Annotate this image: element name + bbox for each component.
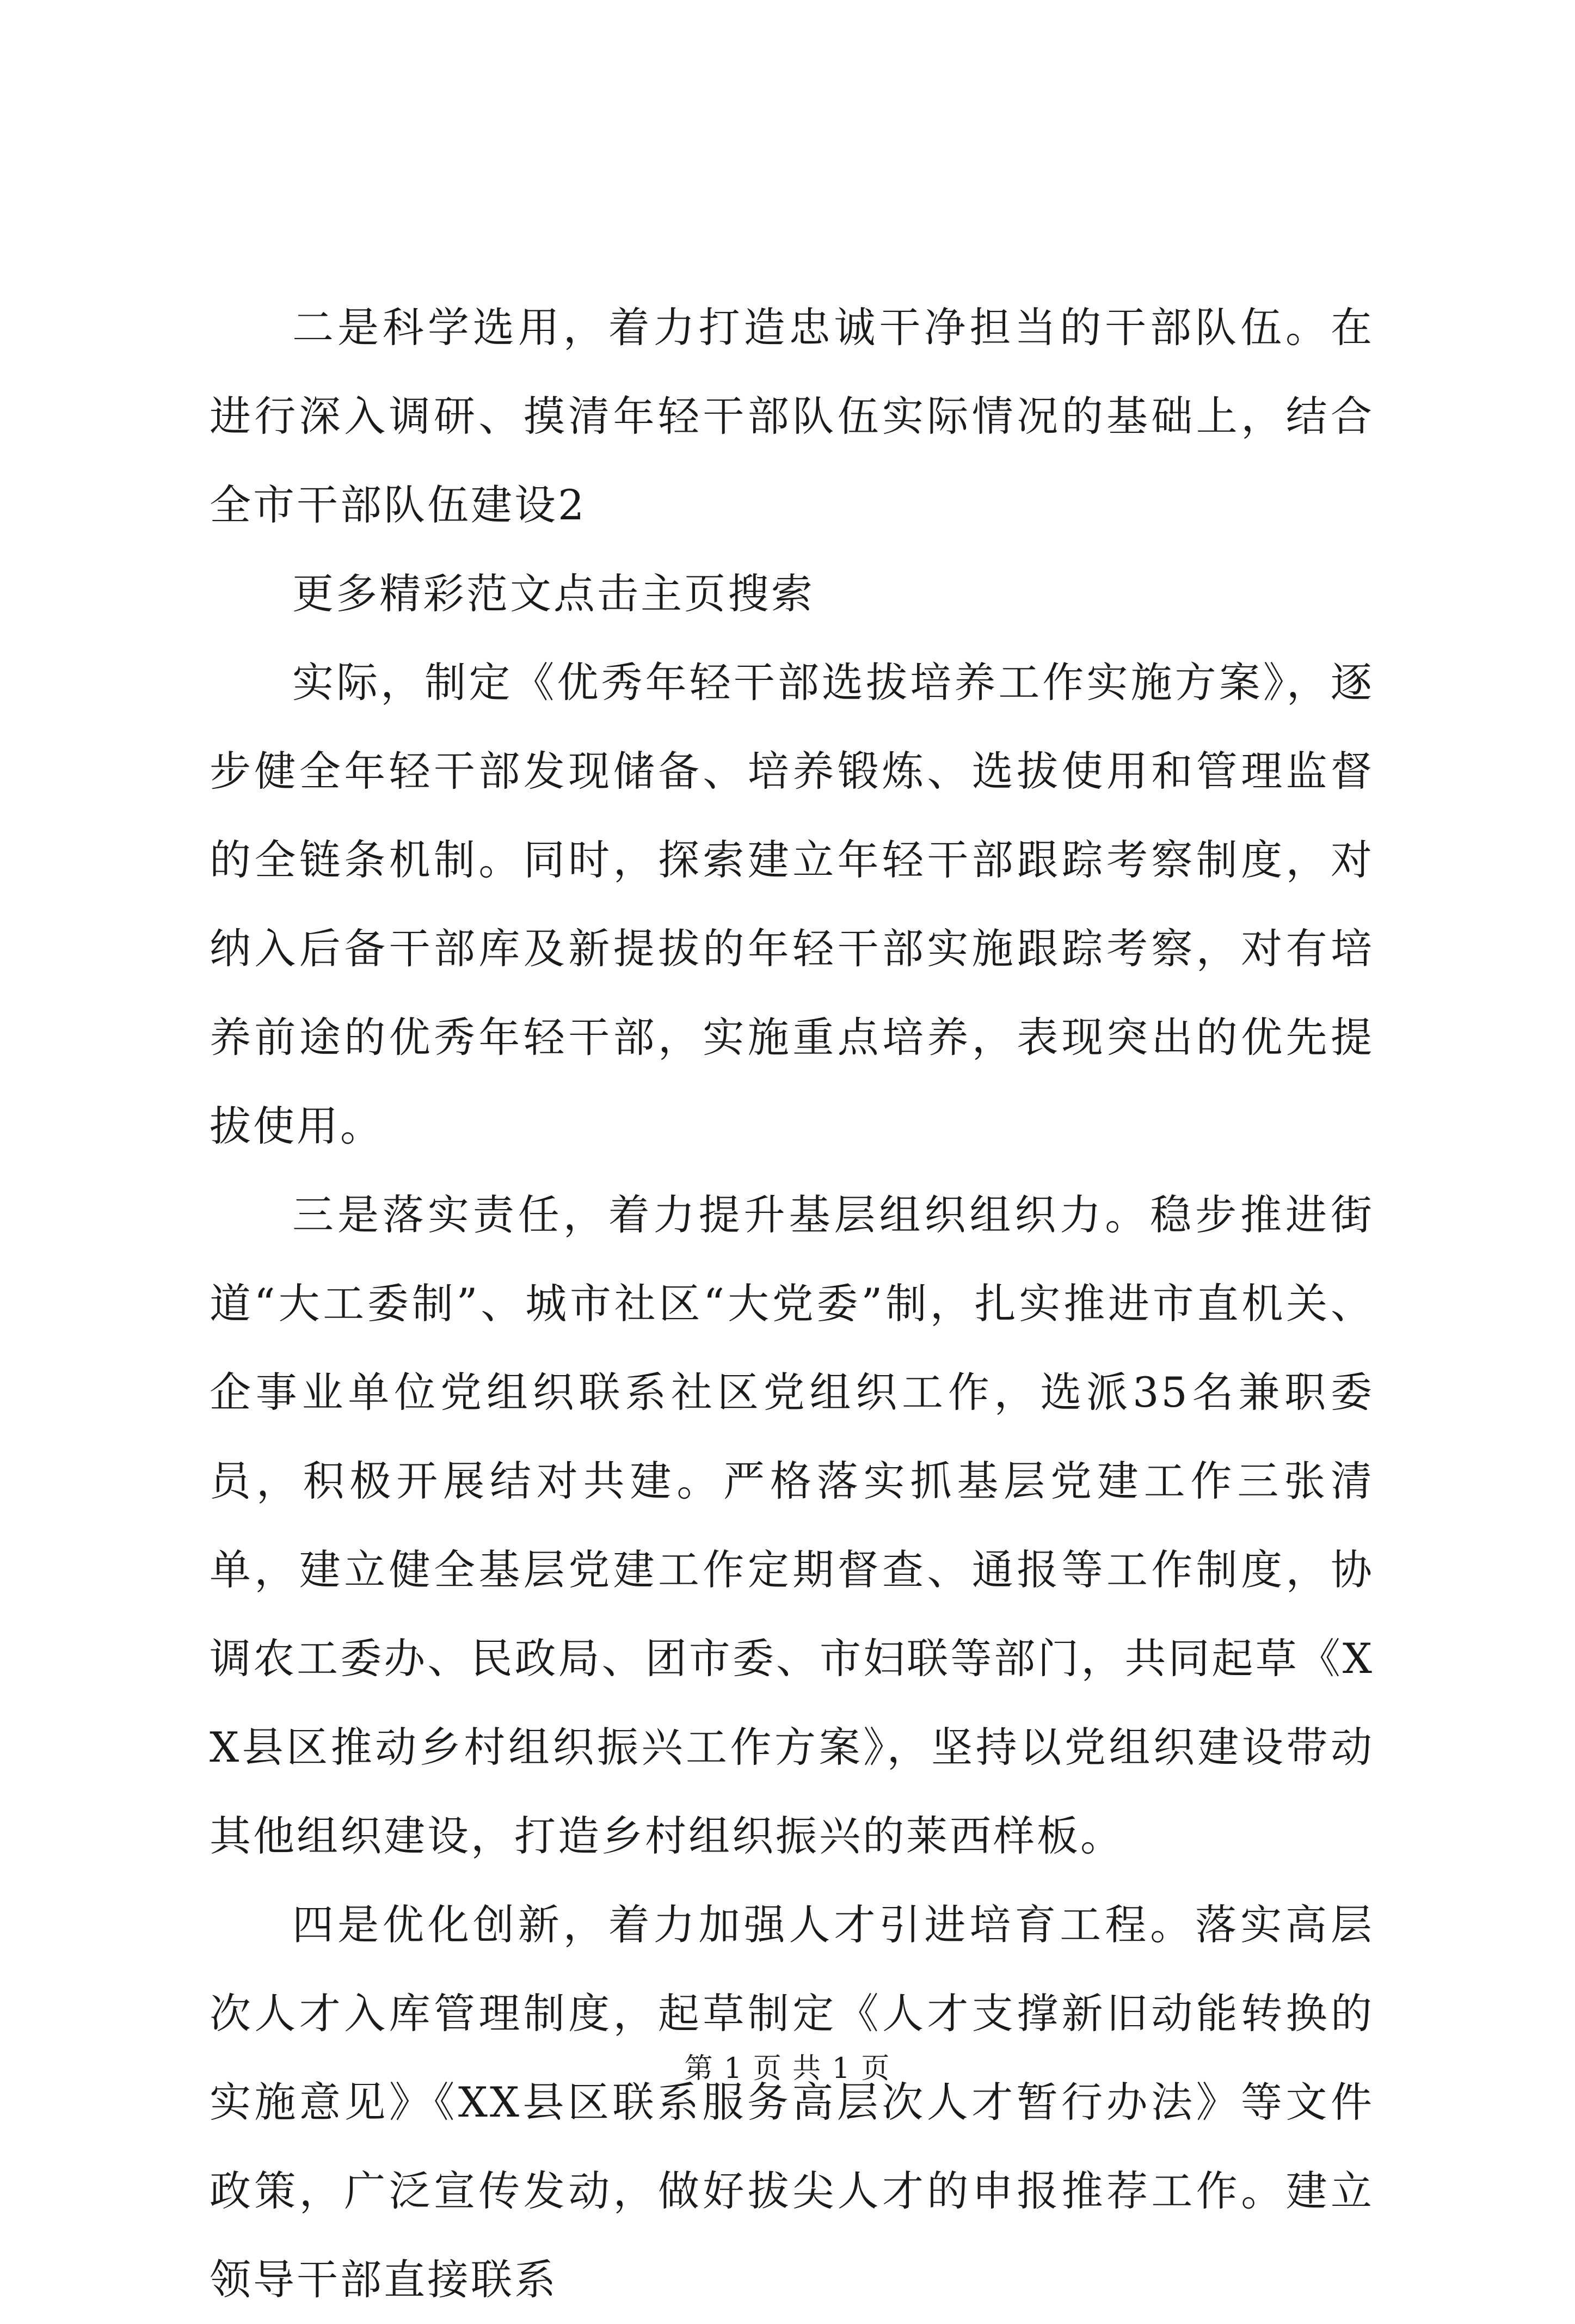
paragraph-talent-introduction: 四是优化创新，着力加强人才引进培育工程。落实高层次人才入库管理制度，起草制定《人才支撑新旧动能转换的实施意见》《XX县区联系服务高层次人才暂行办法》等文件政策，广泛宣传发动，做好拔尖人才的申报推荐工作。建立领导干部直接联系 [210, 1900, 1374, 2304]
paragraph-grassroots-organization: 三是落实责任，着力提升基层组织组织力。稳步推进街道“大工委制”、城市社区“大党委”制，扎实推进市直机关、企事业单位党组织联系社区党组织工作，选派35名兼职委员，积极开展结对共建。严格落实抓基层党建工作三张清单，建立健全基层党建工作定期督查、通报等工作制度，协调农工委办、民政局、团市委、市妇联等部门，共同起草《XX县区推动乡村组织振兴工作方案》，坚持以党组织建设带动其他组织建设，打造乡村组织振兴的莱西样板。 [210, 1191, 1374, 1860]
paragraph-more-articles: 更多精彩范文点击主页搜索 [292, 569, 815, 618]
paragraph-cadre-selection: 二是科学选用，着力打造忠诚干净担当的干部队伍。在进行深入调研、摸清年轻干部队伍实际情况的基础上，结合全市干部队伍建设2 [210, 303, 1374, 529]
paragraph-young-cadre-plan: 实际，制定《优秀年轻干部选拔培养工作实施方案》，逐步健全年轻干部发现储备、培养锻炼、选拔使用和管理监督的全链条机制。同时，探索建立年轻干部跟踪考察制度，对纳入后备干部库及新提拔的年轻干部实施跟踪考察，对有培养前途的优秀年轻干部，实施重点培养，表现突出的优先提拔使用。 [210, 658, 1374, 1150]
document-body [210, 283, 1374, 2324]
page-footer: 第 1 页 共 1 页 [684, 2052, 891, 2085]
